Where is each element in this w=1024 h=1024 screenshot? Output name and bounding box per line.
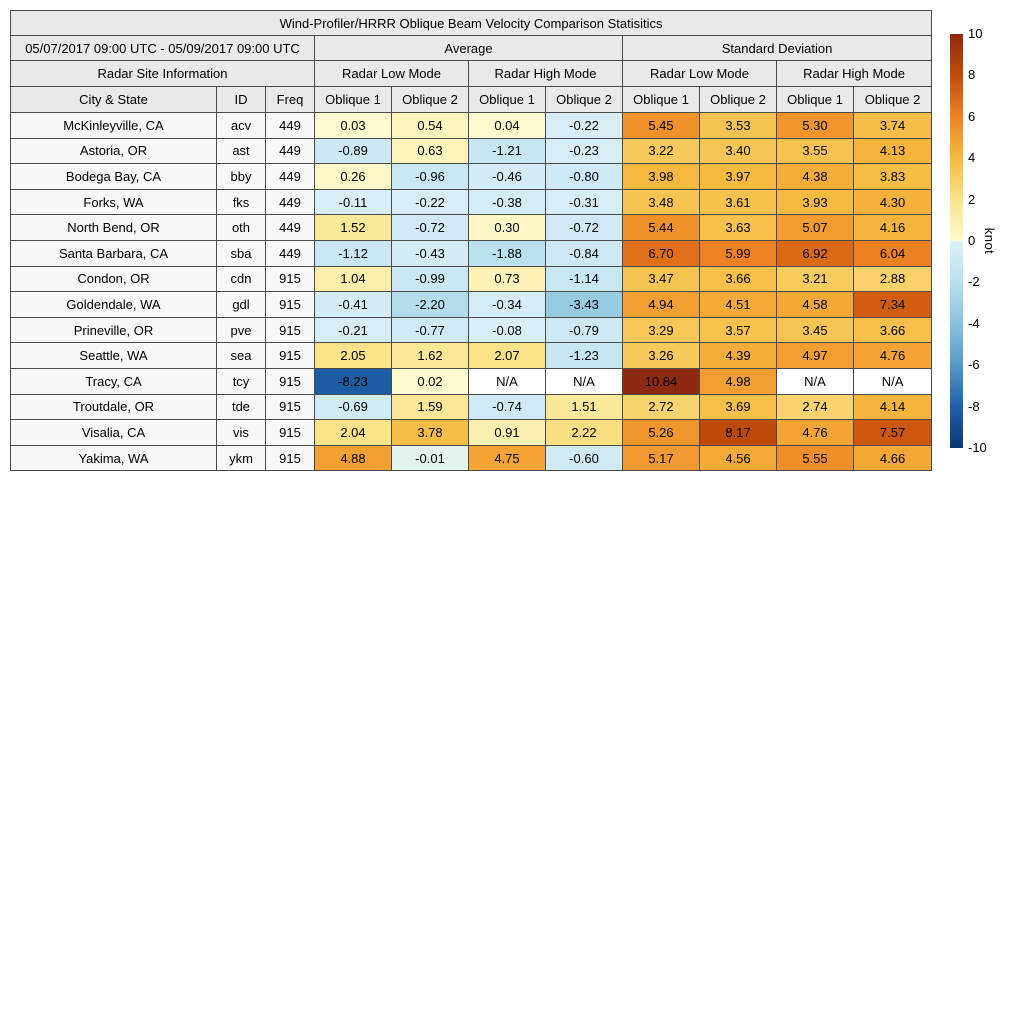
value-cell: 3.22 <box>623 138 700 164</box>
city-cell: Troutdale, OR <box>11 394 217 420</box>
value-cell: 3.74 <box>854 113 932 139</box>
site-id-cell: sba <box>217 240 266 266</box>
value-cell: 4.56 <box>700 445 777 471</box>
freq-cell: 449 <box>266 240 315 266</box>
colorbar-tick-label: 4 <box>968 150 976 166</box>
value-cell: 5.99 <box>700 240 777 266</box>
value-cell: 4.97 <box>777 343 854 369</box>
colorbar-tick-label: -10 <box>968 440 987 455</box>
table-row <box>11 292 932 318</box>
col-header-oblique: Oblique 1 <box>623 87 700 113</box>
site-id-cell: tcy <box>217 368 266 394</box>
value-cell: -0.22 <box>546 113 623 139</box>
site-id-cell: pve <box>217 317 266 343</box>
value-cell: -0.77 <box>392 317 469 343</box>
value-cell: 3.93 <box>777 189 854 215</box>
value-cell: -0.23 <box>546 138 623 164</box>
value-cell: 4.94 <box>623 292 700 318</box>
site-id-cell: oth <box>217 215 266 241</box>
value-cell: -0.38 <box>469 189 546 215</box>
city-cell: Astoria, OR <box>11 138 217 164</box>
freq-cell: 915 <box>266 368 315 394</box>
value-cell: -3.43 <box>546 292 623 318</box>
stats-table <box>10 10 932 471</box>
site-info-header: Radar Site Information <box>11 61 315 87</box>
value-cell: 0.30 <box>469 215 546 241</box>
city-cell: McKinleyville, CA <box>11 113 217 139</box>
value-cell: 0.02 <box>392 368 469 394</box>
table-row <box>11 113 932 139</box>
value-cell: -0.01 <box>392 445 469 471</box>
value-cell: 4.38 <box>777 164 854 190</box>
col-header-oblique: Oblique 1 <box>315 87 392 113</box>
value-cell: 3.63 <box>700 215 777 241</box>
value-cell: 4.14 <box>854 394 932 420</box>
city-cell: Goldendale, WA <box>11 292 217 318</box>
value-cell: -0.41 <box>315 292 392 318</box>
value-cell: 2.88 <box>854 266 932 292</box>
value-cell: N/A <box>469 368 546 394</box>
value-cell: -1.14 <box>546 266 623 292</box>
value-cell: -0.60 <box>546 445 623 471</box>
mode-header-avg-high: Radar High Mode <box>469 61 623 87</box>
freq-cell: 915 <box>266 343 315 369</box>
site-id-cell: ast <box>217 138 266 164</box>
city-cell: Tracy, CA <box>11 368 217 394</box>
value-cell: 0.03 <box>315 113 392 139</box>
table-row <box>11 368 932 394</box>
value-cell: 7.34 <box>854 292 932 318</box>
value-cell: -0.72 <box>546 215 623 241</box>
colorbar-tick-label: -2 <box>968 274 980 290</box>
colorbar <box>950 34 963 448</box>
value-cell: 2.72 <box>623 394 700 420</box>
value-cell: N/A <box>777 368 854 394</box>
table-row <box>11 420 932 446</box>
value-cell: 1.62 <box>392 343 469 369</box>
value-cell: 3.66 <box>854 317 932 343</box>
site-id-cell: vis <box>217 420 266 446</box>
value-cell: 4.66 <box>854 445 932 471</box>
value-cell: 0.04 <box>469 113 546 139</box>
value-cell: 5.44 <box>623 215 700 241</box>
value-cell: -1.23 <box>546 343 623 369</box>
value-cell: -1.21 <box>469 138 546 164</box>
value-cell: 0.91 <box>469 420 546 446</box>
site-id-cell: gdl <box>217 292 266 318</box>
value-cell: 0.26 <box>315 164 392 190</box>
value-cell: 4.75 <box>469 445 546 471</box>
value-cell: 2.05 <box>315 343 392 369</box>
value-cell: 3.47 <box>623 266 700 292</box>
col-header-oblique: Oblique 2 <box>546 87 623 113</box>
colorbar-tick-label: 2 <box>968 191 976 207</box>
group-header-average: Average <box>315 36 623 61</box>
value-cell: -0.08 <box>469 317 546 343</box>
value-cell: 4.30 <box>854 189 932 215</box>
group-header-row <box>11 36 932 61</box>
value-cell: -0.89 <box>315 138 392 164</box>
value-cell: 3.26 <box>623 343 700 369</box>
value-cell: 6.04 <box>854 240 932 266</box>
value-cell: 3.48 <box>623 189 700 215</box>
freq-cell: 449 <box>266 189 315 215</box>
col-header-oblique: Oblique 2 <box>392 87 469 113</box>
value-cell: 3.40 <box>700 138 777 164</box>
value-cell: 3.98 <box>623 164 700 190</box>
value-cell: 1.04 <box>315 266 392 292</box>
table-row <box>11 445 932 471</box>
colorbar-tick-label: 10 <box>968 26 983 41</box>
table-row <box>11 266 932 292</box>
value-cell: 1.51 <box>546 394 623 420</box>
value-cell: 0.63 <box>392 138 469 164</box>
value-cell: 3.83 <box>854 164 932 190</box>
value-cell: 6.92 <box>777 240 854 266</box>
table-title: Wind-Profiler/HRRR Oblique Beam Velocity Comparison Statisitics <box>11 11 932 36</box>
value-cell: 1.52 <box>315 215 392 241</box>
freq-cell: 915 <box>266 445 315 471</box>
value-cell: 4.39 <box>700 343 777 369</box>
value-cell: 3.55 <box>777 138 854 164</box>
value-cell: -0.43 <box>392 240 469 266</box>
site-id-cell: acv <box>217 113 266 139</box>
table-row <box>11 189 932 215</box>
value-cell: 2.22 <box>546 420 623 446</box>
mode-header-row <box>11 61 932 87</box>
value-cell: -0.21 <box>315 317 392 343</box>
value-cell: 5.26 <box>623 420 700 446</box>
value-cell: -0.74 <box>469 394 546 420</box>
value-cell: 4.16 <box>854 215 932 241</box>
city-cell: Santa Barbara, CA <box>11 240 217 266</box>
value-cell: -1.12 <box>315 240 392 266</box>
value-cell: -0.11 <box>315 189 392 215</box>
value-cell: 4.58 <box>777 292 854 318</box>
freq-cell: 915 <box>266 266 315 292</box>
value-cell: -0.31 <box>546 189 623 215</box>
value-cell: 3.66 <box>700 266 777 292</box>
table-row <box>11 164 932 190</box>
col-header-freq: Freq <box>266 87 315 113</box>
value-cell: -0.69 <box>315 394 392 420</box>
value-cell: -0.96 <box>392 164 469 190</box>
value-cell: 3.29 <box>623 317 700 343</box>
mode-header-std-high: Radar High Mode <box>777 61 932 87</box>
value-cell: 5.07 <box>777 215 854 241</box>
value-cell: 4.76 <box>854 343 932 369</box>
date-range: 05/07/2017 09:00 UTC - 05/09/2017 09:00 UTC <box>11 36 315 61</box>
value-cell: 3.45 <box>777 317 854 343</box>
value-cell: -0.22 <box>392 189 469 215</box>
value-cell: 3.53 <box>700 113 777 139</box>
value-cell: -0.72 <box>392 215 469 241</box>
value-cell: 2.04 <box>315 420 392 446</box>
table-row <box>11 394 932 420</box>
table-row <box>11 138 932 164</box>
value-cell: 5.30 <box>777 113 854 139</box>
mode-header-avg-low: Radar Low Mode <box>315 61 469 87</box>
value-cell: -0.34 <box>469 292 546 318</box>
city-cell: Yakima, WA <box>11 445 217 471</box>
value-cell: N/A <box>546 368 623 394</box>
value-cell: 4.76 <box>777 420 854 446</box>
city-cell: North Bend, OR <box>11 215 217 241</box>
value-cell: -0.84 <box>546 240 623 266</box>
value-cell: 4.51 <box>700 292 777 318</box>
column-header-row <box>11 87 932 113</box>
value-cell: -0.46 <box>469 164 546 190</box>
freq-cell: 915 <box>266 317 315 343</box>
city-cell: Seattle, WA <box>11 343 217 369</box>
colorbar-tick-label: 0 <box>968 233 976 248</box>
colorbar-unit-label: knot <box>982 227 997 255</box>
value-cell: 3.21 <box>777 266 854 292</box>
col-header-city-state: City & State <box>11 87 217 113</box>
site-id-cell: ykm <box>217 445 266 471</box>
city-cell: Bodega Bay, CA <box>11 164 217 190</box>
col-header-oblique: Oblique 1 <box>777 87 854 113</box>
value-cell: N/A <box>854 368 932 394</box>
mode-header-std-low: Radar Low Mode <box>623 61 777 87</box>
colorbar-tick-label: 8 <box>968 67 976 83</box>
value-cell: 7.57 <box>854 420 932 446</box>
value-cell: -1.88 <box>469 240 546 266</box>
freq-cell: 449 <box>266 215 315 241</box>
value-cell: -0.99 <box>392 266 469 292</box>
value-cell: 5.55 <box>777 445 854 471</box>
col-header-oblique: Oblique 1 <box>469 87 546 113</box>
table-row <box>11 317 932 343</box>
site-id-cell: bby <box>217 164 266 190</box>
freq-cell: 449 <box>266 164 315 190</box>
freq-cell: 915 <box>266 420 315 446</box>
freq-cell: 449 <box>266 138 315 164</box>
value-cell: 3.69 <box>700 394 777 420</box>
value-cell: -2.20 <box>392 292 469 318</box>
value-cell: 8.17 <box>700 420 777 446</box>
value-cell: 4.98 <box>700 368 777 394</box>
value-cell: 3.97 <box>700 164 777 190</box>
site-id-cell: fks <box>217 189 266 215</box>
group-header-standard-deviation: Standard Deviation <box>623 36 932 61</box>
value-cell: 2.74 <box>777 394 854 420</box>
value-cell: 6.70 <box>623 240 700 266</box>
colorbar-tick-label: 6 <box>968 108 976 124</box>
freq-cell: 449 <box>266 113 315 139</box>
city-cell: Prineville, OR <box>11 317 217 343</box>
col-header-oblique: Oblique 2 <box>700 87 777 113</box>
value-cell: 5.45 <box>623 113 700 139</box>
site-id-cell: cdn <box>217 266 266 292</box>
value-cell: 10.84 <box>623 368 700 394</box>
colorbar-tick-label: -6 <box>968 357 980 373</box>
value-cell: -8.23 <box>315 368 392 394</box>
value-cell: 4.13 <box>854 138 932 164</box>
col-header-oblique: Oblique 2 <box>854 87 932 113</box>
value-cell: 0.73 <box>469 266 546 292</box>
value-cell: -0.79 <box>546 317 623 343</box>
freq-cell: 915 <box>266 292 315 318</box>
table-row <box>11 240 932 266</box>
site-id-cell: sea <box>217 343 266 369</box>
freq-cell: 915 <box>266 394 315 420</box>
value-cell: 3.61 <box>700 189 777 215</box>
value-cell: 4.88 <box>315 445 392 471</box>
city-cell: Forks, WA <box>11 189 217 215</box>
title-row <box>11 11 932 36</box>
value-cell: 1.59 <box>392 394 469 420</box>
colorbar-tick-label: -8 <box>968 398 980 414</box>
value-cell: 0.54 <box>392 113 469 139</box>
table-row <box>11 343 932 369</box>
colorbar-tick-label: -4 <box>968 315 980 331</box>
value-cell: -0.80 <box>546 164 623 190</box>
value-cell: 2.07 <box>469 343 546 369</box>
col-header-id: ID <box>217 87 266 113</box>
value-cell: 5.17 <box>623 445 700 471</box>
value-cell: 3.57 <box>700 317 777 343</box>
table-row <box>11 215 932 241</box>
value-cell: 3.78 <box>392 420 469 446</box>
site-id-cell: tde <box>217 394 266 420</box>
city-cell: Visalia, CA <box>11 420 217 446</box>
city-cell: Condon, OR <box>11 266 217 292</box>
